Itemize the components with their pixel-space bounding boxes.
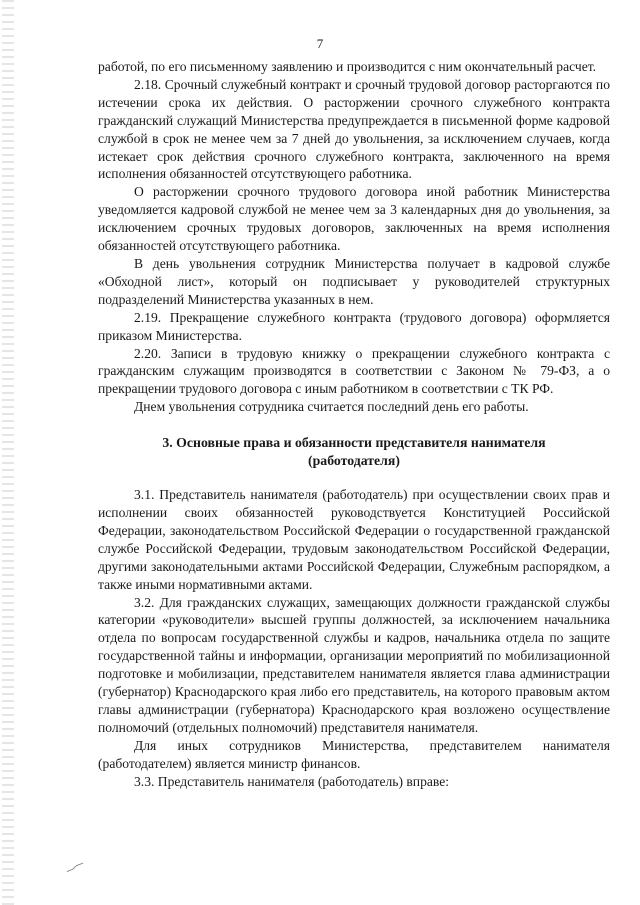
- paragraph: 3.3. Представитель нанимателя (работодатель) вправе:: [134, 773, 450, 789]
- paragraph: работой, по его письменному заявлению и производится с ним окончательный расчет.: [98, 59, 597, 74]
- document-body: [98, 58, 610, 791]
- binding-edge-marks: [2, 0, 14, 905]
- paragraphs-before-heading: [98, 58, 610, 416]
- paragraph: О расторжении срочного трудового договора иной работник Министерства уведомляется кадровой службой не менее чем за 3 календарных дня до увольнения, за исключением срочных трудовых договоров, заключенных на время исполнения обязанностей отсутствующего работника.: [98, 184, 610, 254]
- section-heading-line1: 3. Основные права и обязанности представителя нанимателя: [162, 435, 546, 451]
- handwritten-mark-icon: [66, 860, 84, 874]
- paragraph: 2.18. Срочный служебный контракт и срочный трудовой договор расторгаются по истечении срока их действия. О расторжении срочного служебного контракта гражданский служащий Министерства предупреждается в письменной форме кадровой службой в срок не менее чем за 7 дней до увольнения, за исключением случаев, когда истекает срок действия срочного служебного контракта, заключенного на время исполнения обязанностей отсутствующего работника.: [98, 76, 610, 182]
- page-number: 7: [316, 36, 324, 51]
- paragraph: Днем увольнения сотрудника считается последний день его работы.: [134, 399, 529, 415]
- section-heading: [98, 434, 610, 470]
- section-heading-line2: (работодателя): [308, 453, 400, 469]
- paragraph: 3.2. Для гражданских служащих, замещающих должности гражданской службы категории «руководители» высшей группы должностей, за исключением начальника отдела по вопросам государственной службы и кадров, начальника отдела по защите государственной тайны и информации, организации мероприятий по мобилизационной подготовке и мобилизации, представителем нанимателя является глава администрации (губернатор) Краснодарского края либо его представитель, на которого правовым актом главы администрации (губернатора) Краснодарского края возложено осуществление полномочий (отдельных полномочий) представителя нанимателя.: [98, 594, 610, 735]
- paragraph: 3.1. Представитель нанимателя (работодатель) при осуществлении своих прав и исполнении своих обязанностей руководствуется Конституцией Российской Федерации, законодательством Российской Федерации о государственной гражданской службе Российской Федерации, трудовым законодательством Российской Федерации, другими законодательными актами Российской Федерации, Служебным распорядком, а также иными нормативными актами.: [98, 487, 610, 592]
- paragraph: 2.20. Записи в трудовую книжку о прекращении служебного контракта с гражданским служащим производятся в соответствии с Законом № 79-ФЗ, а о прекращении трудового договора с иным работником в соответствии с ТК РФ.: [98, 345, 610, 397]
- paragraph: 2.19. Прекращение служебного контракта (трудового договора) оформляется приказом Министерства.: [98, 309, 610, 343]
- paragraphs-after-heading: [98, 486, 610, 790]
- paragraph: В день увольнения сотрудник Министерства получает в кадровой службе «Обходной лист», который он подписывает у руководителей структурных подразделений Министерства указанных в нем.: [98, 255, 610, 307]
- paragraph: Для иных сотрудников Министерства, представителем нанимателя (работодателем) является министр финансов.: [98, 737, 610, 771]
